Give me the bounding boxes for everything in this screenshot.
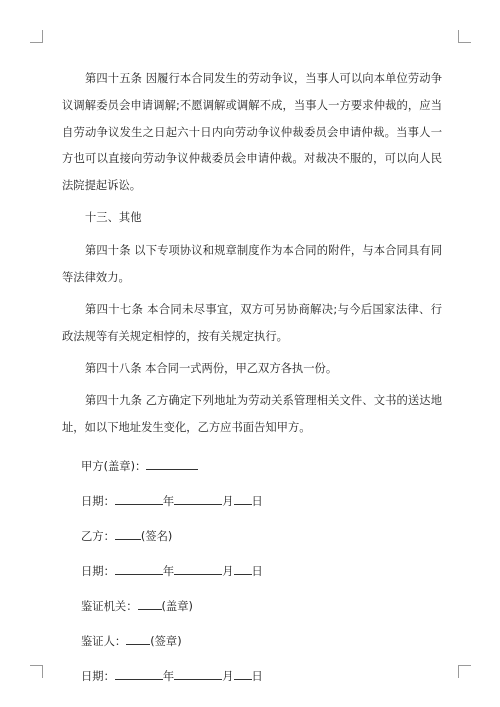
crop-mark-bottom-right [458,665,471,678]
authority-signature-line [62,598,442,615]
day-blank [234,668,252,680]
article-48-copies: 第四十八条 本合同一式两份，甲乙双方各执一份。 [85,361,338,375]
month-label: 月 [222,564,234,578]
day-label: 日 [251,494,263,508]
date-label: 日期： [81,669,115,683]
party-b-note: (签名) [140,529,173,543]
witness-signature-line [62,633,442,650]
date-label: 日期： [81,564,115,578]
witness-note: (签章) [150,634,182,648]
witness-date-line [62,668,442,685]
year-label: 年 [162,494,175,508]
authority-note: (盖章) [161,599,193,613]
party-b-date-line [62,563,442,580]
year-blank [115,668,163,680]
date-label: 日期： [81,494,115,508]
party-a-seal-blank [146,458,198,470]
article-47-other-matters: 第四十七条 本合同未尽事宜，双方可另协商解决;与今后国家法律、行政法规等有关规定相悖的，按有关规定执行。 [62,302,442,343]
day-blank [234,493,252,505]
section-13-heading: 十三、其他 [85,211,142,225]
crop-mark-bottom-left [30,665,43,678]
party-b-label: 乙方： [81,529,115,543]
document-body [62,66,442,703]
witness-sign-blank [126,633,150,645]
year-label: 年 [162,564,175,578]
witness-label: 鉴证人： [81,634,127,648]
authority-seal-blank [138,598,162,610]
day-blank [234,563,252,575]
authority-label: 鉴证机关： [81,599,138,613]
crop-mark-top-left [30,30,43,43]
month-label: 月 [222,494,234,508]
month-blank [174,563,222,575]
party-a-label: 甲方(盖章)： [81,459,147,473]
article-49-service-address: 第四十九条 乙方确定下列地址为劳动关系管理相关文件、文书的送达地址，如以下地址发生变化，乙方应书面告知甲方。 [62,394,442,435]
year-blank [115,493,163,505]
day-label: 日 [251,669,263,683]
article-40-attachments: 第四十条 以下专项协议和规章制度作为本合同的附件，与本合同具有同等法律效力。 [62,243,442,284]
party-b-sign-blank [115,528,141,540]
party-a-signature-line [62,458,442,475]
article-45-dispute-resolution: 第四十五条 因履行本合同发生的劳动争议，当事人可以向本单位劳动争议调解委员会申请调解;不愿调解或调解不成，当事人一方要求仲裁的，应当自劳动争议发生之日起六十日内向劳动争议仲裁委员会申请仲裁。当事人一方也可以直接向劳动争议仲裁委员会申请仲裁。对裁决不服的，可以向人民法院提起诉讼。 [62,72,442,193]
year-label: 年 [162,669,175,683]
month-label: 月 [222,669,234,683]
party-a-date-line [62,493,442,510]
crop-mark-top-right [458,30,471,43]
month-blank [174,493,222,505]
month-blank [174,668,222,680]
year-blank [115,563,163,575]
party-b-signature-line [62,528,442,545]
day-label: 日 [251,564,263,578]
